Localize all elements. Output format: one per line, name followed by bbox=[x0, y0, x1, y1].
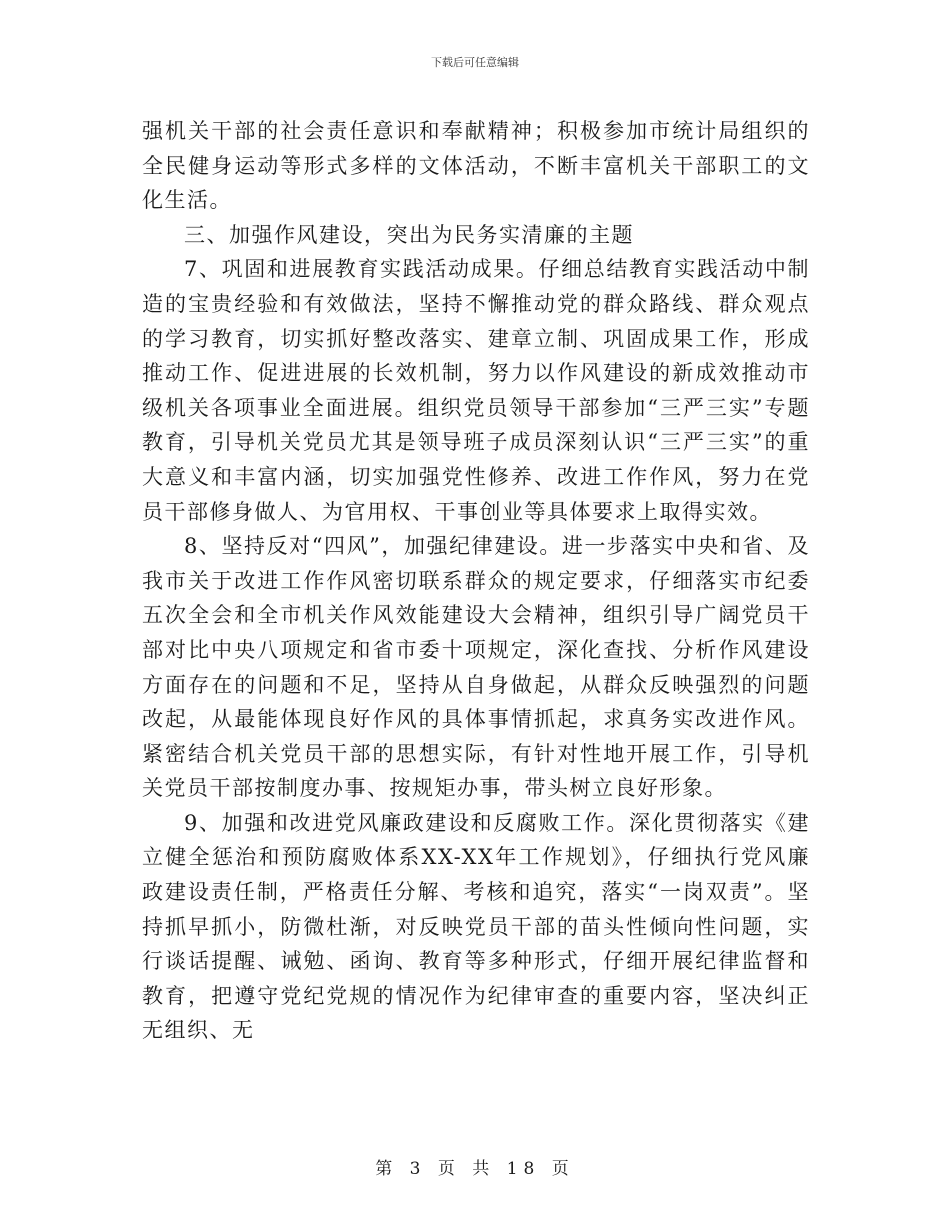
paragraph-item-8: 8、坚持反对“四风”，加强纪律建设。进一步落实中央和省、及我市关于改进工作作风密切联系群众的规定要求，仔细落实市纪委五次全会和全市机关作风效能建设大会精神，组织引导广阔党员干部对比中央八项规定和省市委十项规定，深化查找、分析作风建设方面存在的问题和不足，坚持从自身做起，从群众反映强烈的问题改起，从最能体现良好作风的具体事情抓起，求真务实改进作风。紧密结合机关党员干部的思想实际，有针对性地开展工作，引导机关党员干部按制度办事、按规矩办事，带头树立良好形象。 bbox=[142, 534, 810, 801]
document-body bbox=[142, 114, 810, 1048]
section-heading: 三、加强作风建设，突出为民务实清廉的主题 bbox=[184, 222, 634, 247]
paragraph-item-7: 7、巩固和进展教育实践活动成果。仔细总结教育实践活动中制造的宝贵经验和有效做法，坚持不懈推动党的群众路线、群众观点的学习教育，切实抓好整改落实、建章立制、巩固成果工作，形成推动工作、促进进展的长效机制，努力以作风建设的新成效推动市级机关各项事业全面进展。组织党员领导干部参加“三严三实”专题教育，引导机关党员尤其是领导班子成员深刻认识“三严三实”的重大意义和丰富内涵，切实加强党性修养、改进工作作风，努力在党员干部修身做人、为官用权、干事创业等具体要求上取得实效。 bbox=[142, 257, 810, 524]
paragraph-item-9: 9、加强和改进党风廉政建设和反腐败工作。深化贯彻落实《建立健全惩治和预防腐败体系XX-XX年工作规划》，仔细执行党风廉政建设责任制，严格责任分解、考核和追究，落实“一岗双责”。坚持抓早抓小，防微杜渐，对反映党员干部的苗头性倾向性问题，实行谈话提醒、诫勉、函询、教育等多种形式，仔细开展纪律监督和教育，把遵守党纪党规的情况作为纪律审查的重要内容，坚决纠正无组织、无 bbox=[142, 810, 810, 1043]
page-number-footer: 第 3 页 共 18 页 bbox=[375, 1159, 575, 1179]
header-note: 下载后可任意编辑 bbox=[431, 56, 519, 69]
paragraph-continuation: 强机关干部的社会责任意识和奉献精神；积极参加市统计局组织的全民健身运动等形式多样的文体活动，不断丰富机关干部职工的文化生活。 bbox=[142, 119, 810, 213]
